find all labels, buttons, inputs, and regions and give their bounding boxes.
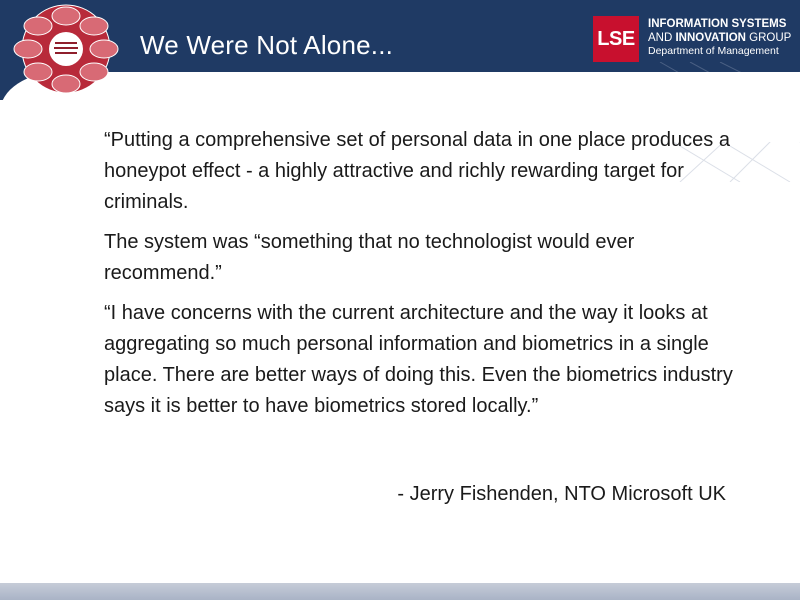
logo-line-2 (648, 32, 798, 46)
logo-line-3: Department of Management (648, 45, 779, 58)
quote-paragraph: “Putting a comprehensive set of personal data in one place produces a honeypot effect - a highly attractive and richly rewarding target for criminals. (104, 129, 730, 213)
quote-paragraph: The system was “something that no technologist would ever recommend.” (104, 231, 635, 284)
department-logo-text (648, 18, 798, 58)
slide-title: We Were Not Alone... (140, 30, 394, 60)
footer-bar (0, 583, 800, 600)
logo-line-2-a: AND (648, 31, 676, 44)
quote-paragraph: “I have concerns with the current architecture and the way it looks at aggregating so much personal information and biometrics in a single place. There are better ways of doing this. Even the biometrics industry says it is better to have biometrics stored locally.” (104, 302, 733, 417)
quote-attribution: - Jerry Fishenden, NTO Microsoft UK (397, 483, 726, 505)
quote-body (104, 125, 744, 431)
logo-line-2-b: INNOVATION (675, 31, 746, 44)
logo-line-2-c: GROUP (745, 31, 792, 44)
octagon-diagram-icon (8, 4, 124, 94)
lse-logo: LSE (593, 16, 639, 62)
logo-line-1: INFORMATION SYSTEMS (648, 18, 787, 30)
